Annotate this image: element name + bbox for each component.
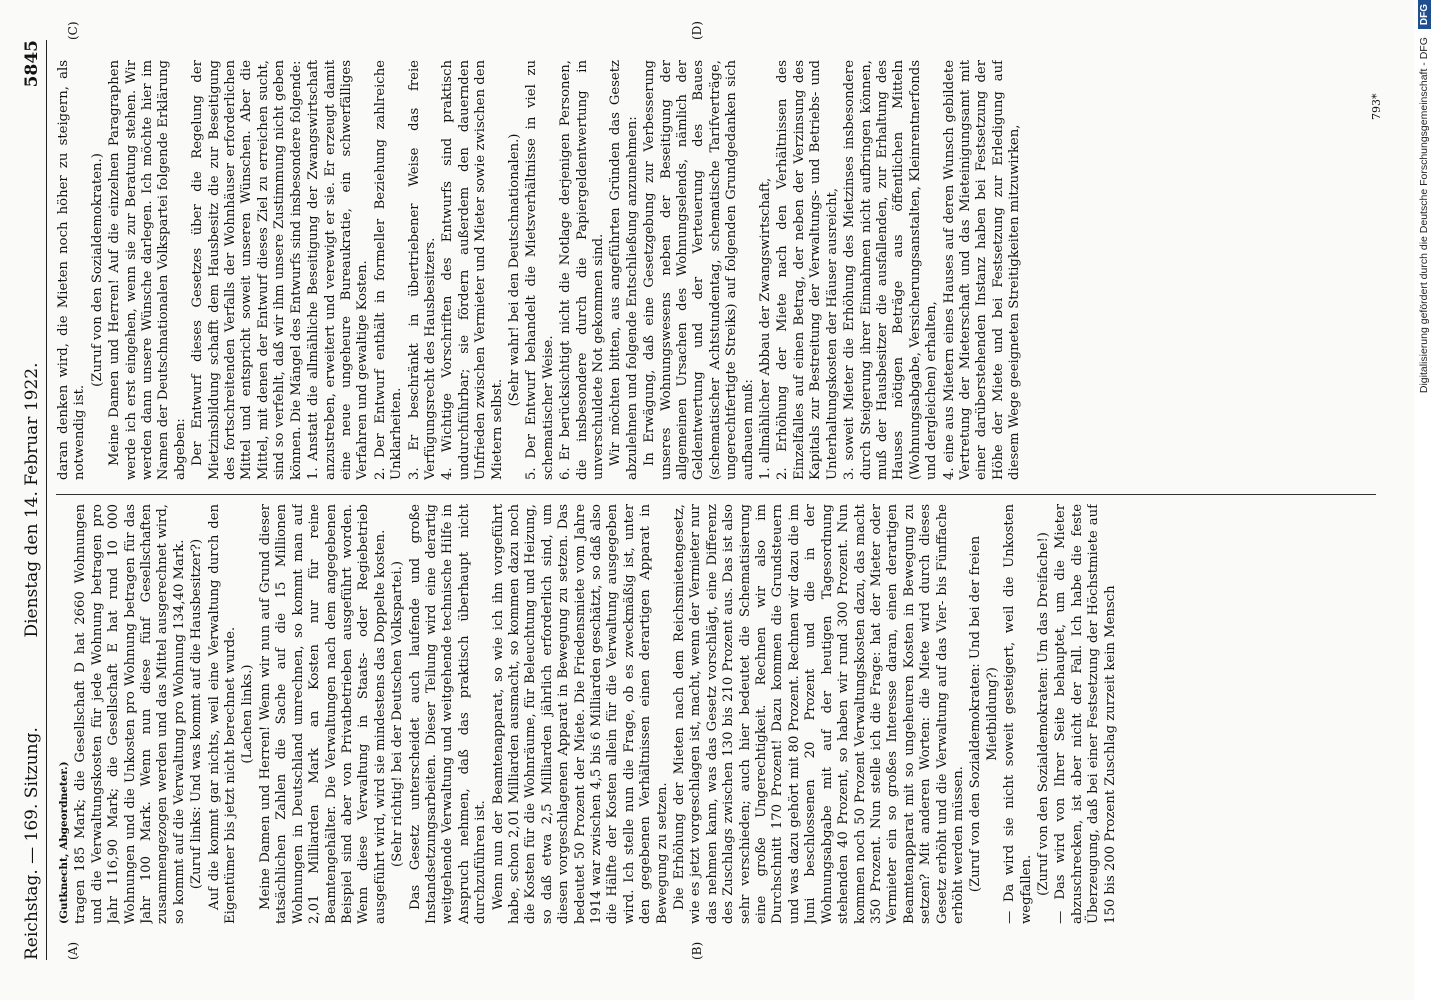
paragraph: 1. allmählicher Abbau der Zwangswirtschaft,	[758, 177, 774, 480]
paragraph: 2. Erhöhung der Miete nach den Verhältnissen des Einzelfalles auf einen Betrag, der neben der Verzinsung des Kapitals zur Bestreitung der Verwaltungs- und Betriebs- und Unterhaltungskosten der Häuser ausreicht,	[775, 60, 840, 480]
paragraph: Der Entwurf dieses Gesetzes über die Regelung der Mietzinsbildung schafft dem Hausbesitz die zur Beseitigung des fortschreitenden Verfalls der Wohnhäuser erforderlichen Mittel und entspricht soweit unseren Wünschen. Aber die Mittel, mit denen der Entwurf dieses Ziel zu erreichen sucht, sind so verfehlt, daß wir ihm unsere Zustimmung nicht geben können. Die Mängel des Entwurfs sind insbesondere folgende:	[190, 60, 304, 480]
paragraph: 5. Der Entwurf behandelt die Mietsverhältnisse in viel zu schematischer Weise.	[524, 60, 556, 480]
margin-mark-c: (C)	[66, 21, 80, 40]
running-header	[18, 40, 47, 960]
paragraph: 3. Er beschränkt in übertriebener Weise das freie Verfügungsrecht des Hausbesitzers.	[406, 60, 438, 480]
header-date: Dienstag den 14. Februar 1922.	[22, 362, 42, 638]
paragraph: 3. soweit Mieter die Erhöhung des Mietzinses insbesondere durch Steigerung ihrer Einnahmen nicht aufbringen können, muß der Hausbesitzer die ausfallenden, zur Erhaltung des Hauses nötigen Beträge aus öffentlichen Mitteln (Wohnungsabgabe, Versicherungsanstalten, Kleinrentnerfonds und dergleichen) erhalten,	[842, 60, 940, 480]
paragraph: (Zuruf von den Sozialdemokraten.)	[89, 153, 105, 387]
left-text-column	[56, 504, 1396, 924]
paragraph: (Zuruf von den Sozialdemokraten: Um das Dreifache!)	[1035, 532, 1051, 896]
paragraph: (Zuruf links: Und was kommt auf die Hausbesitzer?)	[189, 538, 205, 890]
paragraph: In Erwägung, daß eine Gesetzgebung zur Verbesserung unseres Wohnungswesens neben der Beseitigung der allgemeinen Ursachen des Wohnungselends, nämlich der Geldentwertung und der Verteuerung des Baues (schematischer Achtstundentag, schematische Tarifverträge, ungerechtfertigte Streiks) auf folgenden Grundgedanken sich aufbauen muß:	[642, 60, 756, 480]
paragraph: Meine Damen und Herren! Wenn wir nun auf Grund dieser tatsächlichen Zahlen die Sache auf die 15 Millionen Wohnungen in Deutschland umrechnen, so kommt man auf 2,01 Milliarden Mark an Kosten nur für reine Beamtengehälter. Die Verwaltungen nach dem angegebenen Beispiel sind aber von Privatbetrieben ausgeführt worden. Wenn diese Verwaltung in Staats- oder Regiebetrieb ausgeführt wird, wird sie mindestens das Doppelte kosten.	[257, 504, 388, 924]
paragraph: (Gutknecht, Abgeordneter.)	[58, 761, 70, 924]
paragraph: 4. Wichtige Vorschriften des Entwurfs sind praktisch undurchführbar; sie fördern außerdem den dauernden Unfrieden zwischen Vermieter und Mieter sowie zwischen den Mietern selbst.	[440, 60, 505, 480]
paragraph: Wenn nun der Beamtenapparat, so wie ich ihn vorgeführt habe, schon 2,01 Milliarden ausmacht, so kommen dazu noch die Kosten für die Wohnräume, für Beleuchtung und Heizung, so daß etwa 2,5 Milliarden jährlich erforderlich sind, um diesen vorgeschlagenen Apparat in Bewegung zu setzen. Das bedeutet 50 Prozent der Miete. Die Friedensmiete vom Jahre 1914 war zwischen 4,5 bis 6 Milliarden geschätzt, so daß also die Hälfte der Kosten allein für die Verwaltung ausgegeben wird. Ich stelle nun die Frage, ob es zweckmäßig ist, unter den gegebenen Verhältnissen einen derartigen Apparat in Bewegung zu setzen.	[490, 504, 670, 924]
paragraph: daran denken wird, die Mieten noch höher zu steigern, als notwendig ist.	[56, 60, 88, 480]
margin-mark-d: (D)	[690, 21, 704, 40]
paragraph: Meine Damen und Herren! Auf die einzelnen Paragraphen werde ich erst eingehen, wenn sie zur Beratung stehen. Wir werden dann unsere Wünsche darlegen. Ich möchte hier im Namen der Deutschnationalen Volkspartei folgende Erklärung abgeben:	[107, 60, 188, 480]
paragraph: 4. eine aus Mietern eines Hauses auf deren Wunsch gebildete Vertretung der Mieterschaft und das Mieteinigungsamt mit einer darüberstehenden Instanz haben bei Festsetzung der Höhe der Miete und bei Festsetzung zur Erledigung auf diesem Wege geeigneten Streitigkeiten mitzuwirken,	[941, 60, 1023, 480]
paragraph: 1. Anstatt die allmähliche Beseitigung der Zwangswirtschaft anzustreben, erweitert und verewigt er sie. Er erzeugt damit eine neue ungeheure Bureaukratie, ein schwerfälliges Verfahren und gewaltige Kosten.	[306, 60, 371, 480]
dfg-logo: DFG	[1418, 0, 1431, 29]
paragraph: Das Gesetz unterscheidet auch laufende und große Instandsetzungsarbeiten. Dieser Teilung wird eine derartig weitgehende Verwaltung und weitgehende technische Hilfe in Anspruch nehmen, daß das praktisch überhaupt nicht durchzuführen ist.	[407, 504, 489, 924]
margin-mark-b: (B)	[690, 941, 704, 960]
paragraph: Auf die kommt gar nichts, weil eine Verwaltung durch den Eigentümer bis jetzt nicht berechnet wurde.	[206, 504, 239, 924]
paragraph: Wir möchten bitten, aus angeführten Gründen das Gesetz abzulehnen und folgende Entschließung anzunehmen:	[608, 60, 640, 480]
paragraph: 6. Er berücksichtigt nicht die Notlage derjenigen Personen, die insbesondere durch die Papiergeldentwertung in unverschuldete Not gekommen sind.	[558, 60, 606, 480]
paragraph: Die Erhöhung der Mieten nach dem Reichsmietengesetz, wie es jetzt vorgeschlagen ist, macht, wenn der Vermieter nur das nehmen kann, was das Gesetz vorschlägt, eine Differenz des Zuschlags zwischen 130 bis 210 Prozent aus. Das ist also sehr verschieden; auch hier bedeutet die Schematisierung eine große Ungerechtigkeit. Rechnen wir also im Durchschnitt 170 Prozent! Dazu kommen die Grundsteuern und was dazu gehört mit 80 Prozent. Rechnen wir dazu die im Juni beschlossenen 20 Prozent und die in der Wohnungsabgabe mit auf der heutigen Tagesordnung stehenden 40 Prozent, so haben wir rund 300 Prozent. Nun kommen noch 50 Prozent Verwaltungskosten dazu, das macht 350 Prozent. Nun stelle ich die Frage: hat der Mieter oder Vermieter ein so großes Interesse daran, einen derartigen Beamtenapparat mit so ungeheuren Kosten in Bewegung zu setzen? Mit anderen Worten: die Miete wird durch dieses Gesetz erhöht und die Verwaltung auf das Vier- bis Fünffache erhöht werden müssen.	[672, 504, 966, 924]
funding-note: Digitalisierung gefördert durch die Deutsche Forschungsgemeinschaft - DFG	[1418, 37, 1430, 394]
digitization-strip	[1414, 0, 1434, 1000]
margin-mark-a: (A)	[66, 941, 80, 960]
paragraph: (Sehr wahr! bei den Deutschnationalen.)	[506, 133, 522, 407]
column-divider	[56, 494, 1376, 495]
right-text-column	[56, 60, 1396, 480]
paragraph: 2. Der Entwurf enthält in formeller Beziehung zahlreiche Unklarheiten.	[372, 60, 405, 480]
paragraph: (Zuruf von den Sozialdemokraten: Und bei der freien Mietbildung?)	[968, 535, 1000, 893]
header-page-number: 5845	[22, 40, 42, 88]
paragraph: tragen 185 Mark; die Gesellschaft D hat 2660 Wohnungen und die Verwaltungskosten für jede Wohnung betragen pro Jahr 116,90 Mark; die Gesellschaft E hat rund 10 000 Wohnungen und die Unkosten pro Wohnung betragen für das Jahr 100 Mark. Wenn nun diese fünf Gesellschaften zusammengezogen werden und das Mittel ausgerechnet wird, so kommt auf die Verwaltung pro Wohnung 134,40 Mark.	[73, 504, 187, 924]
paragraph: (Lachen links.)	[240, 664, 256, 764]
paragraph: — Das wird von Ihrer Seite behauptet, um die Mieter abzuschrecken, ist aber nicht der Fall. Ich habe die feste Überzeugung, daß bei einer Festsetzung der Höchstmiete auf 150 bis 200 Prozent Zuschlag zurzeit kein Mensch	[1053, 504, 1118, 924]
print-sheet-number: 793*	[1370, 93, 1383, 120]
paragraph: — Da wird sie nicht soweit gesteigert, weil die Unkosten wegfallen.	[1002, 504, 1034, 924]
header-left: Reichstag. — 169. Sitzung.	[22, 727, 42, 960]
paragraph: (Sehr richtig! bei der Deutschen Volkspartei.)	[390, 560, 406, 868]
